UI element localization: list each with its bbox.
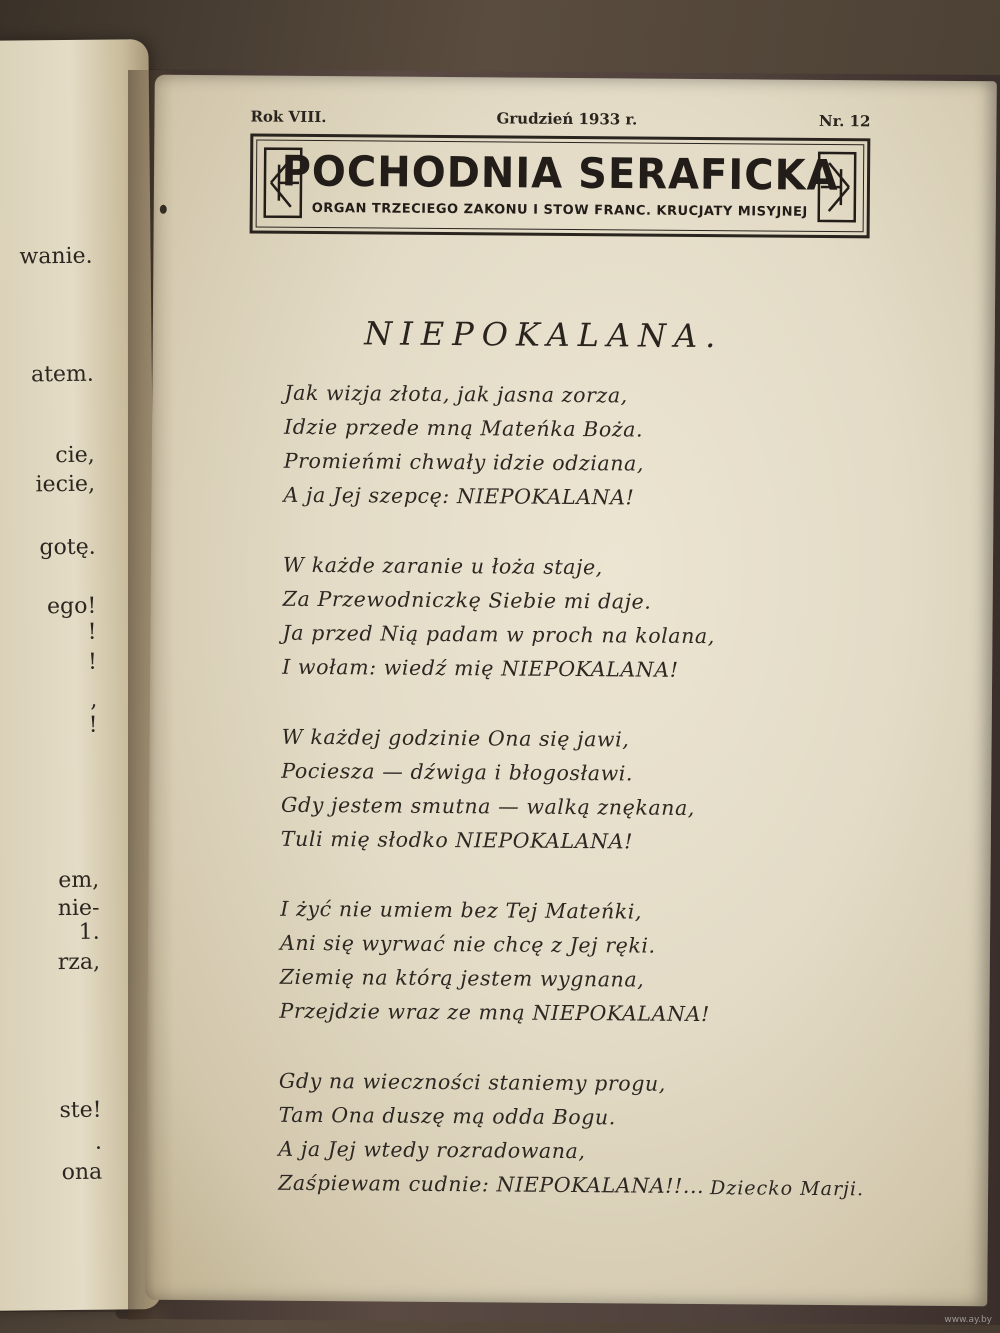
masthead xyxy=(250,133,871,238)
left-page-fragment: 1. xyxy=(78,919,100,945)
stanza xyxy=(282,548,843,688)
poem-line: I żyć nie umiem bez Tej Mateńki, xyxy=(280,896,643,924)
art-deco-ornament-icon xyxy=(815,149,860,225)
left-page-fragment: atem. xyxy=(30,361,94,388)
poem-line: Zaśpiewam cudnie: NIEPOKALANA!!... xyxy=(278,1170,705,1199)
poem-line: Za Przewodniczkę Siebie mi daje. xyxy=(282,586,652,614)
poem-line: Gdy na wieczności staniemy progu, xyxy=(278,1068,667,1096)
poem-line: Promieńmi chwały idzie odziana, xyxy=(283,448,645,476)
poem-line: W każde zaranie u łoża staje, xyxy=(282,552,603,580)
magazine-subtitle: ORGAN TRZECIEGO ZAKONU I STOW FRANC. KRUCJATY MISYJNEJ xyxy=(311,200,808,220)
watermark: www.ay.by xyxy=(944,1315,992,1325)
left-page-fragment: ona xyxy=(61,1159,103,1186)
left-page-fragment: ! xyxy=(87,649,97,675)
poem-line: W każdej godzinie Ona się jawi, xyxy=(281,724,630,752)
left-page-fragment: nie- xyxy=(57,895,100,922)
issue-year: Rok VIII. xyxy=(250,107,327,127)
stanza xyxy=(283,376,844,516)
poem-line: Gdy jestem smutna — walką znękana, xyxy=(280,792,696,820)
poem-line: Ani się wyrwać nie chcę z Jej ręki. xyxy=(279,930,656,958)
left-page-fragment: cie, xyxy=(55,442,95,469)
left-page-fragment: iecie, xyxy=(35,471,96,498)
left-page-fragment: gotę. xyxy=(39,534,96,561)
left-page-fragment: ego! xyxy=(46,593,97,620)
magazine-title: POCHODNIA SERAFICKA xyxy=(281,147,839,201)
issue-date: Grudzień 1933 r. xyxy=(496,109,638,129)
poem-line: Tuli mię słodko NIEPOKALANA! xyxy=(280,826,634,854)
book-gutter xyxy=(128,70,174,1320)
left-page-fragment: ste! xyxy=(59,1097,102,1124)
left-page-fragment: rza, xyxy=(57,949,101,976)
right-page xyxy=(145,75,997,1307)
poem-line: A ja Jej szepcę: NIEPOKALANA! xyxy=(283,482,635,510)
issue-number: Nr. 12 xyxy=(818,111,871,131)
issue-header xyxy=(250,107,870,136)
stanza xyxy=(281,720,842,860)
poem-signature: Dziecko Marji. xyxy=(709,1177,865,1201)
poem-line: Pociesza — dźwiga i błogosławi. xyxy=(281,758,634,786)
left-page-fragment: , xyxy=(90,687,98,713)
left-page-fragment: ! xyxy=(88,712,98,738)
left-page-text-fragments xyxy=(0,240,103,1186)
poem-title: NIEPOKALANA. xyxy=(364,314,724,356)
poem-body xyxy=(278,376,845,1240)
left-page-fragment: ! xyxy=(87,619,97,645)
left-page-fragment: wanie. xyxy=(19,243,93,270)
poem-line: Idzie przede mną Mateńka Boża. xyxy=(283,414,644,442)
poem-line: Ja przed Nią padam w proch na kolana, xyxy=(282,620,716,649)
left-page-fragment: em, xyxy=(58,867,100,894)
poem-line: A ja Jej wtedy rozradowana, xyxy=(278,1136,586,1164)
poem-line: Przejdzie wraz ze mną NIEPOKALANA! xyxy=(279,998,710,1027)
poem-line: Ziemię na którą jestem wygnana, xyxy=(279,964,645,992)
stanza xyxy=(279,892,840,1032)
poem-line: Tam Ona duszę mą odda Bogu. xyxy=(278,1102,617,1130)
poem-line: I wołam: wiedź mię NIEPOKALANA! xyxy=(282,654,679,682)
left-page-fragment: . xyxy=(94,1129,103,1155)
poem-line: Jak wizja złota, jak jasna zorza, xyxy=(284,380,628,408)
